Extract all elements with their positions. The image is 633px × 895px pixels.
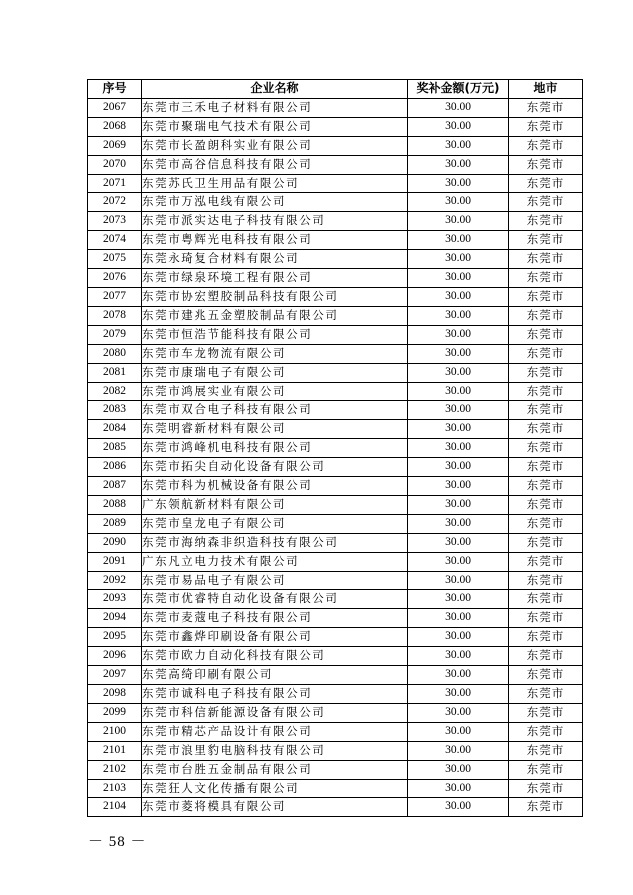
row-company-name: 东莞市浪里豹电脑科技有限公司 [142,741,408,760]
row-company-name: 东莞市麦蔻电子科技有限公司 [142,609,408,628]
row-company-name: 东莞市恒浩节能科技有限公司 [142,325,408,344]
row-city: 东莞市 [509,533,583,552]
table-row [88,136,583,155]
row-amount: 30.00 [408,779,509,798]
row-city: 东莞市 [509,98,583,117]
row-index: 2086 [88,458,142,477]
row-city: 东莞市 [509,495,583,514]
row-company-name: 东莞苏氏卫生用品有限公司 [142,174,408,193]
row-city: 东莞市 [509,382,583,401]
row-company-name: 东莞市台胜五金制品有限公司 [142,760,408,779]
row-company-name: 东莞市万泓电线有限公司 [142,193,408,212]
table-row [88,306,583,325]
table-row [88,363,583,382]
row-index: 2088 [88,495,142,514]
table-row [88,439,583,458]
row-index: 2072 [88,193,142,212]
row-city: 东莞市 [509,590,583,609]
header-company-name: 企业名称 [142,80,408,99]
row-amount: 30.00 [408,628,509,647]
table-row [88,250,583,269]
table-row [88,344,583,363]
table-row [88,666,583,685]
row-index: 2102 [88,760,142,779]
table-row [88,325,583,344]
row-amount: 30.00 [408,269,509,288]
table-row [88,590,583,609]
row-index: 2101 [88,741,142,760]
row-index: 2082 [88,382,142,401]
table-row [88,117,583,136]
row-company-name: 东莞市建兆五金塑胶制品有限公司 [142,306,408,325]
table-row [88,174,583,193]
row-index: 2081 [88,363,142,382]
row-company-name: 东莞市鸿展实业有限公司 [142,382,408,401]
row-index: 2089 [88,514,142,533]
row-index: 2090 [88,533,142,552]
table-row [88,533,583,552]
row-company-name: 东莞永琦复合材料有限公司 [142,250,408,269]
row-city: 东莞市 [509,760,583,779]
row-index: 2076 [88,269,142,288]
row-city: 东莞市 [509,363,583,382]
row-index: 2068 [88,117,142,136]
row-company-name: 东莞市优睿特自动化设备有限公司 [142,590,408,609]
row-city: 东莞市 [509,136,583,155]
row-company-name: 东莞市鸿峰机电科技有限公司 [142,439,408,458]
row-city: 东莞市 [509,514,583,533]
row-amount: 30.00 [408,647,509,666]
row-amount: 30.00 [408,401,509,420]
table-row [88,382,583,401]
row-city: 东莞市 [509,269,583,288]
row-amount: 30.00 [408,590,509,609]
row-company-name: 东莞市三禾电子材料有限公司 [142,98,408,117]
row-city: 东莞市 [509,722,583,741]
row-amount: 30.00 [408,666,509,685]
table-row [88,193,583,212]
row-index: 2069 [88,136,142,155]
row-city: 东莞市 [509,628,583,647]
row-company-name: 东莞市长盈朗科实业有限公司 [142,136,408,155]
row-city: 东莞市 [509,552,583,571]
table-row [88,401,583,420]
row-amount: 30.00 [408,344,509,363]
row-index: 2083 [88,401,142,420]
row-amount: 30.00 [408,382,509,401]
row-city: 东莞市 [509,439,583,458]
row-index: 2097 [88,666,142,685]
subsidy-table [87,79,583,817]
row-index: 2096 [88,647,142,666]
table-row [88,552,583,571]
row-amount: 30.00 [408,306,509,325]
row-company-name: 广东领航新材料有限公司 [142,495,408,514]
row-amount: 30.00 [408,495,509,514]
row-index: 2085 [88,439,142,458]
row-city: 东莞市 [509,212,583,231]
row-index: 2075 [88,250,142,269]
row-amount: 30.00 [408,420,509,439]
row-amount: 30.00 [408,287,509,306]
table-row [88,287,583,306]
table-row [88,514,583,533]
row-amount: 30.00 [408,798,509,817]
table-row [88,98,583,117]
header-amount: 奖补金额(万元) [408,80,509,99]
row-index: 2100 [88,722,142,741]
row-index: 2095 [88,628,142,647]
table-row [88,628,583,647]
page-number: － 58 － [88,834,147,850]
row-company-name: 东莞市车龙物流有限公司 [142,344,408,363]
row-company-name: 东莞市粤辉光电科技有限公司 [142,231,408,250]
row-index: 2099 [88,703,142,722]
row-index: 2098 [88,685,142,704]
row-amount: 30.00 [408,250,509,269]
row-index: 2103 [88,779,142,798]
row-index: 2084 [88,420,142,439]
row-index: 2079 [88,325,142,344]
row-company-name: 东莞市易品电子有限公司 [142,571,408,590]
table-row [88,779,583,798]
row-company-name: 东莞市高谷信息科技有限公司 [142,155,408,174]
row-company-name: 东莞市科信新能源设备有限公司 [142,703,408,722]
row-company-name: 东莞高绮印刷有限公司 [142,666,408,685]
row-city: 东莞市 [509,779,583,798]
row-company-name: 东莞市科为机械设备有限公司 [142,477,408,496]
row-city: 东莞市 [509,155,583,174]
row-amount: 30.00 [408,117,509,136]
row-index: 2091 [88,552,142,571]
row-index: 2077 [88,287,142,306]
table-row [88,703,583,722]
row-amount: 30.00 [408,155,509,174]
row-amount: 30.00 [408,212,509,231]
row-city: 东莞市 [509,609,583,628]
row-company-name: 东莞市菱将模具有限公司 [142,798,408,817]
row-amount: 30.00 [408,136,509,155]
row-company-name: 东莞市皇龙电子有限公司 [142,514,408,533]
row-city: 东莞市 [509,798,583,817]
row-amount: 30.00 [408,193,509,212]
row-city: 东莞市 [509,117,583,136]
row-company-name: 东莞市诚科电子科技有限公司 [142,685,408,704]
row-city: 东莞市 [509,174,583,193]
header-city: 地市 [509,80,583,99]
row-amount: 30.00 [408,439,509,458]
row-company-name: 东莞市精芯产品设计有限公司 [142,722,408,741]
row-company-name: 东莞明睿新材料有限公司 [142,420,408,439]
row-city: 东莞市 [509,325,583,344]
table-row [88,495,583,514]
row-company-name: 东莞狂人文化传播有限公司 [142,779,408,798]
table-row [88,798,583,817]
table-row [88,155,583,174]
header-index: 序号 [88,80,142,99]
row-company-name: 东莞市鑫烨印刷设备有限公司 [142,628,408,647]
table-row [88,231,583,250]
row-amount: 30.00 [408,760,509,779]
row-city: 东莞市 [509,231,583,250]
row-amount: 30.00 [408,741,509,760]
row-city: 东莞市 [509,306,583,325]
table-row [88,571,583,590]
row-company-name: 东莞市康瑞电子有限公司 [142,363,408,382]
row-city: 东莞市 [509,344,583,363]
table-row [88,647,583,666]
row-amount: 30.00 [408,514,509,533]
row-index: 2074 [88,231,142,250]
row-index: 2071 [88,174,142,193]
table-row [88,760,583,779]
table-row [88,741,583,760]
row-company-name: 东莞市拓尖自动化设备有限公司 [142,458,408,477]
row-index: 2073 [88,212,142,231]
row-city: 东莞市 [509,703,583,722]
row-city: 东莞市 [509,647,583,666]
row-company-name: 东莞市派实达电子科技有限公司 [142,212,408,231]
row-city: 东莞市 [509,287,583,306]
row-company-name: 东莞市双合电子科技有限公司 [142,401,408,420]
row-index: 2070 [88,155,142,174]
row-index: 2080 [88,344,142,363]
table-header-row [88,80,583,99]
table-row [88,722,583,741]
row-amount: 30.00 [408,533,509,552]
row-index: 2104 [88,798,142,817]
table-body [88,98,583,816]
row-amount: 30.00 [408,477,509,496]
row-index: 2094 [88,609,142,628]
row-city: 东莞市 [509,741,583,760]
table-row [88,420,583,439]
row-amount: 30.00 [408,552,509,571]
row-amount: 30.00 [408,609,509,628]
row-index: 2093 [88,590,142,609]
table-row [88,609,583,628]
row-city: 东莞市 [509,685,583,704]
row-company-name: 广东凡立电力技术有限公司 [142,552,408,571]
row-index: 2087 [88,477,142,496]
row-city: 东莞市 [509,420,583,439]
row-city: 东莞市 [509,250,583,269]
row-city: 东莞市 [509,401,583,420]
table-row [88,685,583,704]
row-company-name: 东莞市绿泉环境工程有限公司 [142,269,408,288]
row-amount: 30.00 [408,325,509,344]
row-amount: 30.00 [408,98,509,117]
row-amount: 30.00 [408,174,509,193]
row-index: 2092 [88,571,142,590]
row-city: 东莞市 [509,458,583,477]
row-amount: 30.00 [408,685,509,704]
row-amount: 30.00 [408,458,509,477]
row-city: 东莞市 [509,571,583,590]
row-company-name: 东莞市海纳森非织造科技有限公司 [142,533,408,552]
table-row [88,269,583,288]
row-index: 2067 [88,98,142,117]
row-amount: 30.00 [408,722,509,741]
row-index: 2078 [88,306,142,325]
table-row [88,212,583,231]
row-company-name: 东莞市欧力自动化科技有限公司 [142,647,408,666]
row-amount: 30.00 [408,703,509,722]
row-city: 东莞市 [509,193,583,212]
row-amount: 30.00 [408,571,509,590]
row-amount: 30.00 [408,231,509,250]
row-city: 东莞市 [509,477,583,496]
row-city: 东莞市 [509,666,583,685]
table-row [88,458,583,477]
row-company-name: 东莞市聚瑞电气技术有限公司 [142,117,408,136]
row-amount: 30.00 [408,363,509,382]
row-company-name: 东莞市协宏塑胶制品科技有限公司 [142,287,408,306]
table-row [88,477,583,496]
